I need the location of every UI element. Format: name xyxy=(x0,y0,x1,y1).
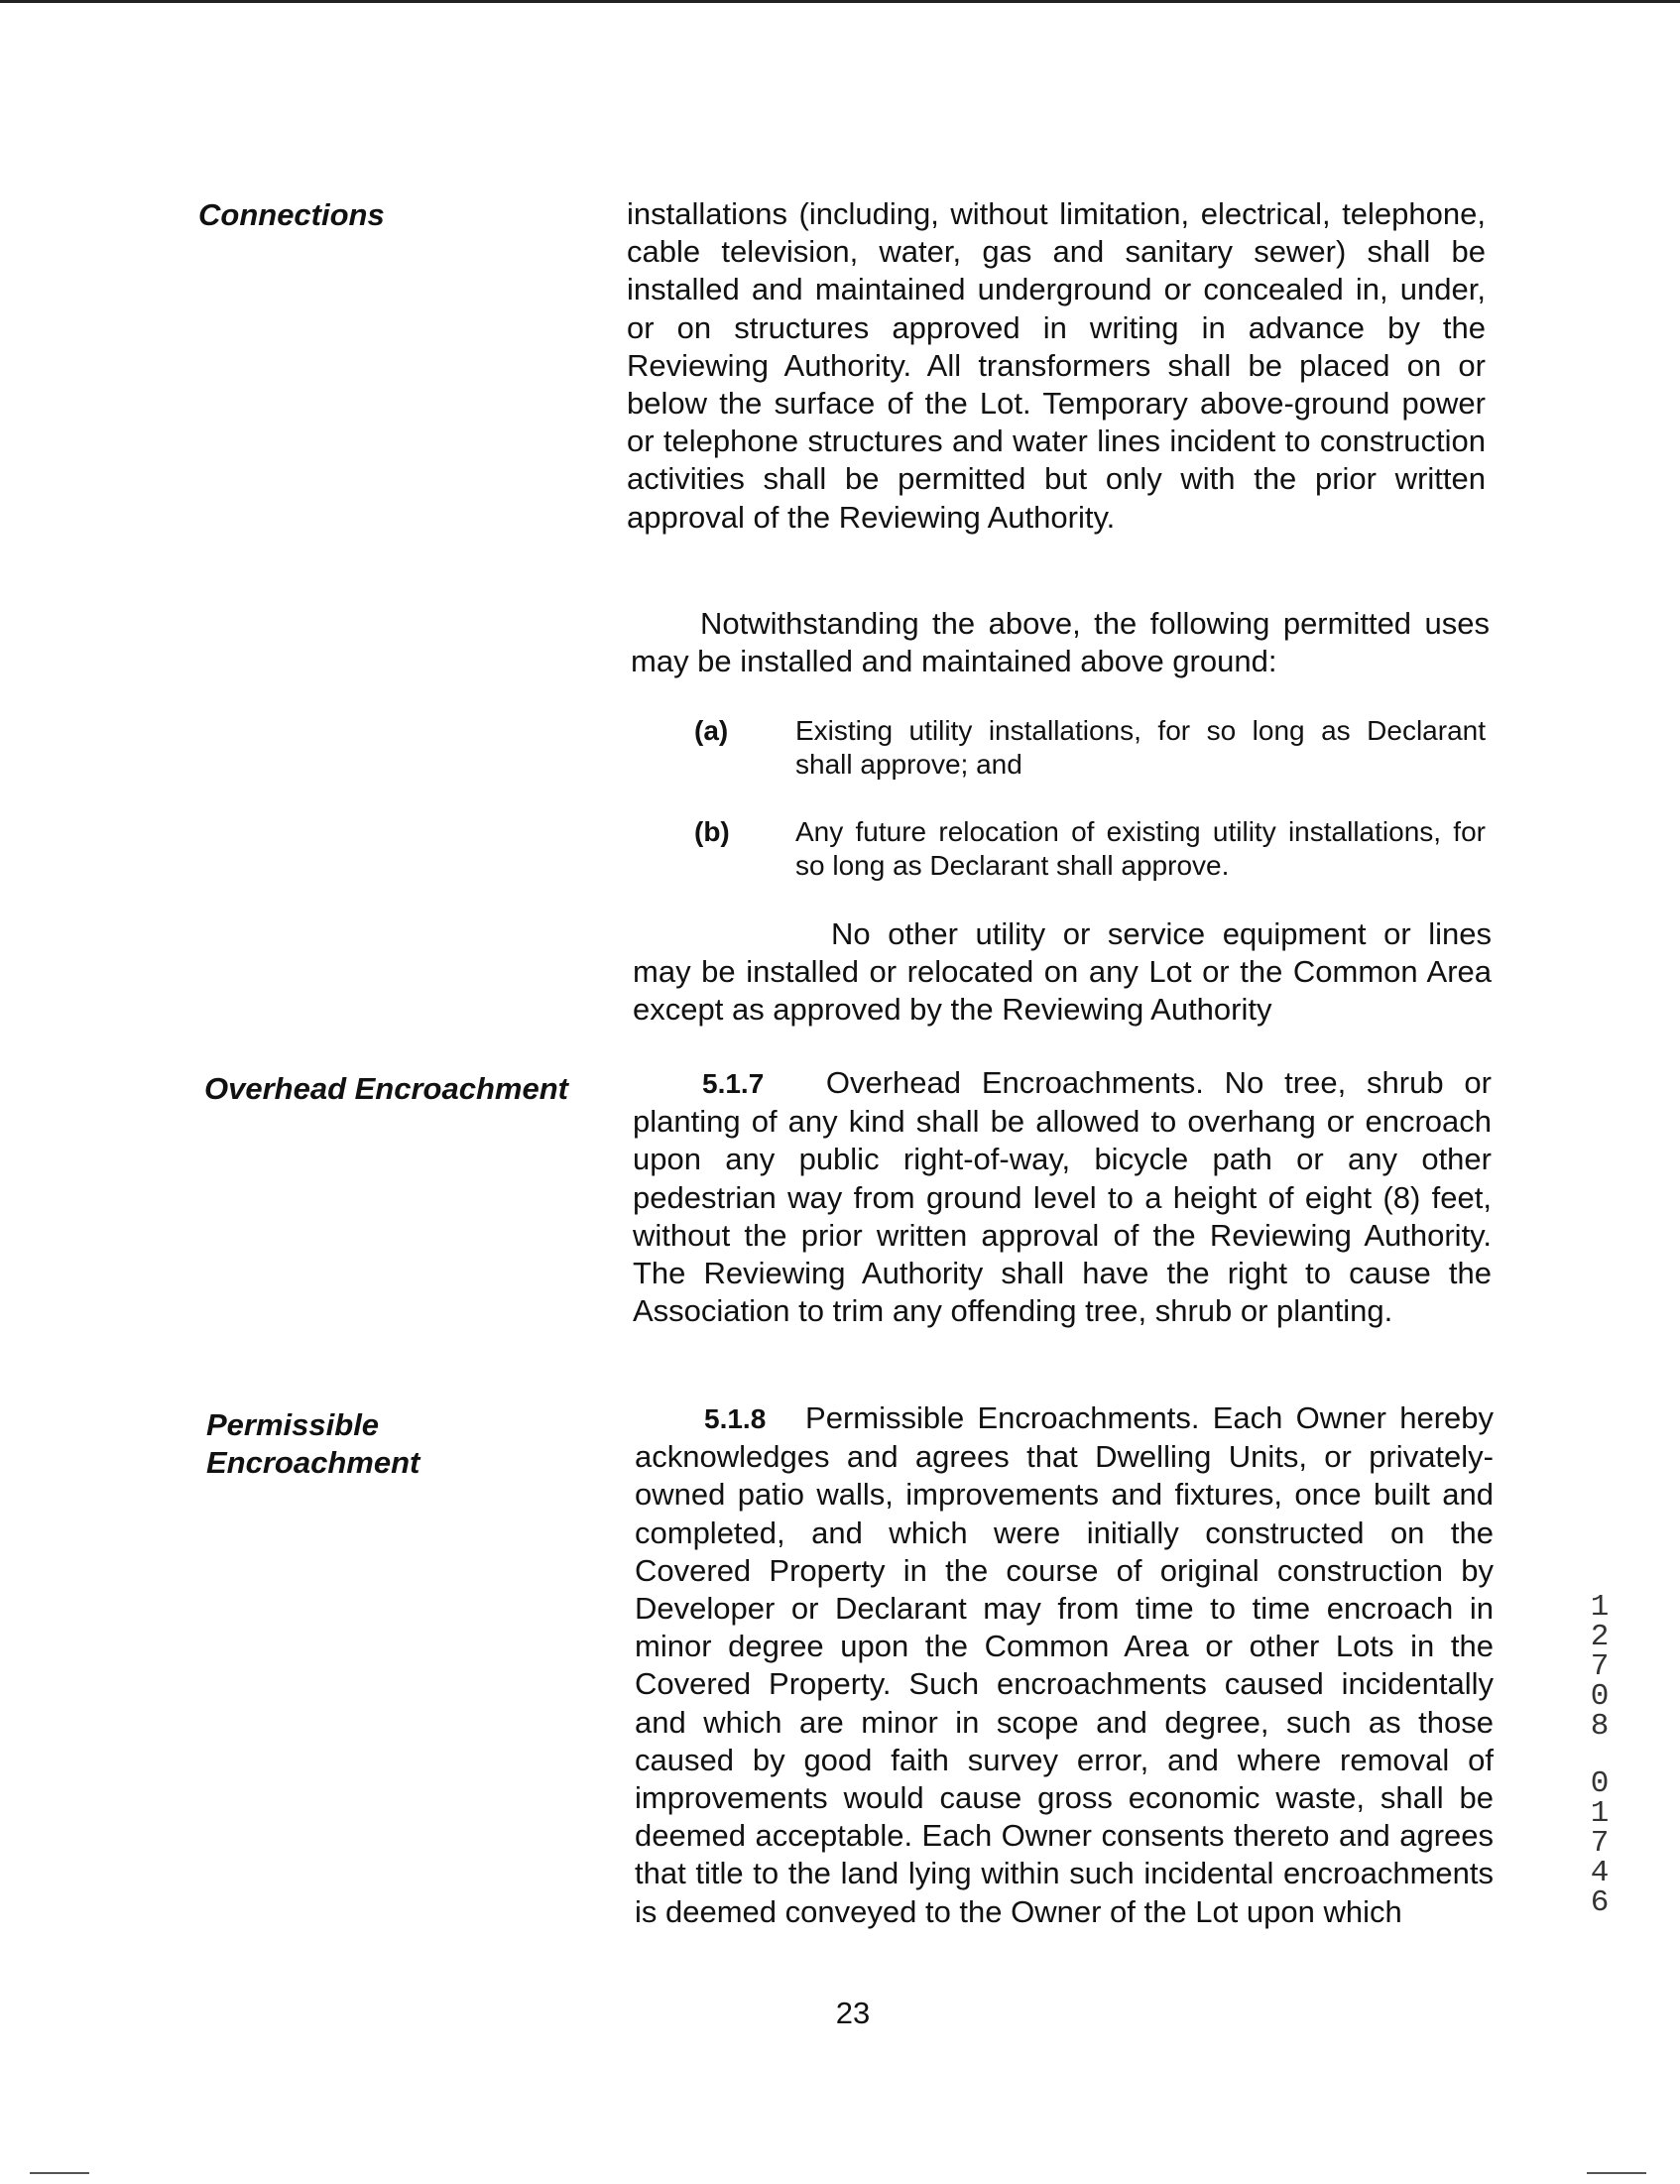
stamp-digit: 7 xyxy=(1590,1649,1610,1684)
no-other-utility-block xyxy=(633,915,1492,1030)
section-5-1-7 xyxy=(633,1064,1492,1330)
section-5-1-8 xyxy=(635,1399,1494,1931)
stamp-digit: 2 xyxy=(1590,1620,1610,1654)
permitted-uses-list xyxy=(627,714,1486,893)
stamp-digit: 6 xyxy=(1590,1885,1610,1920)
stamp-digit: 8 xyxy=(1590,1709,1610,1744)
section-text: Permissible Encroachments. Each Owner hereby acknowledges and agrees that Dwelling Units, or privately-owned patio walls, improvements and fixtures, once built and completed, and which were initially constructed on the Covered Property in the course of original construction by Developer or Declarant may from time to time encroach in minor degree upon the Common Area or other Lots in the Covered Property. Such encroachments caused incidentally and which are minor in scope and degree, such as those caused by good faith survey error, and where removal of improvements would cause gross economic waste, shall be deemed acceptable. Each Owner consents thereto and agrees that title to the land lying within such incidental encroachments is deemed conveyed to the Owner of the Lot upon which xyxy=(635,1400,1495,1929)
stamp-digit: 0 xyxy=(1590,1766,1610,1801)
heading-permissible-encroachment xyxy=(206,1406,420,1482)
section-text: Overhead Encroachments. No tree, shrub or planting of any kind shall be allowed to overhang or encroach upon any public right-of-way, bicycle path or any other pedestrian way from ground level to a height of eight (8) feet, without the prior written approval of the Reviewing Authority. The Reviewing Authority shall have the right to cause the Association to trim any offending tree, shrub or planting. xyxy=(633,1065,1492,1329)
heading-permissible-line2: Encroachment xyxy=(206,1445,420,1480)
paragraph-notwithstanding: Notwithstanding the above, the following permitted uses may be installed and maintained above ground: xyxy=(631,606,1490,679)
list-item-label: (a) xyxy=(694,715,729,746)
section-number: 5.1.7 xyxy=(702,1068,765,1099)
notwithstanding-block xyxy=(631,605,1490,680)
scan-mark xyxy=(1587,2172,1646,2174)
utility-installations-block xyxy=(627,195,1486,537)
paragraph-utility-installations: installations (including, without limitation, electrical, telephone, cable television, water, gas and sanitary sewer) shall be installed and maintained underground or concealed in, under, or on structures approved in writing in advance by the Reviewing Authority. All transformers shall be placed on or below the surface of the Lot. Temporary above-ground power or telephone structures and water lines incident to construction activities shall be permitted but only with the prior written approval of the Reviewing Authority. xyxy=(627,196,1486,535)
stamp-gap xyxy=(1585,1742,1615,1769)
scan-mark xyxy=(30,2172,89,2174)
list-item-label: (b) xyxy=(694,816,730,847)
section-number: 5.1.8 xyxy=(704,1403,767,1434)
heading-overhead-encroachment: Overhead Encroachment xyxy=(204,1071,568,1106)
stamp-digit: 4 xyxy=(1590,1856,1610,1890)
stamp-digit: 0 xyxy=(1590,1679,1610,1714)
stamp-digit: 7 xyxy=(1590,1826,1610,1861)
list-item-text: Existing utility installations, for so long as Declarant shall approve; and xyxy=(795,715,1486,780)
stamp-digit: 1 xyxy=(1590,1590,1610,1625)
recording-stamp xyxy=(1585,1590,1615,1920)
top-border xyxy=(0,0,1680,3)
paragraph-no-other-utility: No other utility or service equipment or lines may be installed or relocated on any Lot or the Common Area except as approved by the Reviewing Authority xyxy=(633,916,1492,1028)
page-number: 23 xyxy=(835,1996,871,2030)
heading-permissible-line1: Permissible xyxy=(206,1407,380,1442)
heading-connections: Connections xyxy=(198,197,385,232)
list-item-text: Any future relocation of existing utility installations, for so long as Declarant shall approve. xyxy=(795,816,1486,881)
stamp-digit: 1 xyxy=(1590,1796,1610,1831)
